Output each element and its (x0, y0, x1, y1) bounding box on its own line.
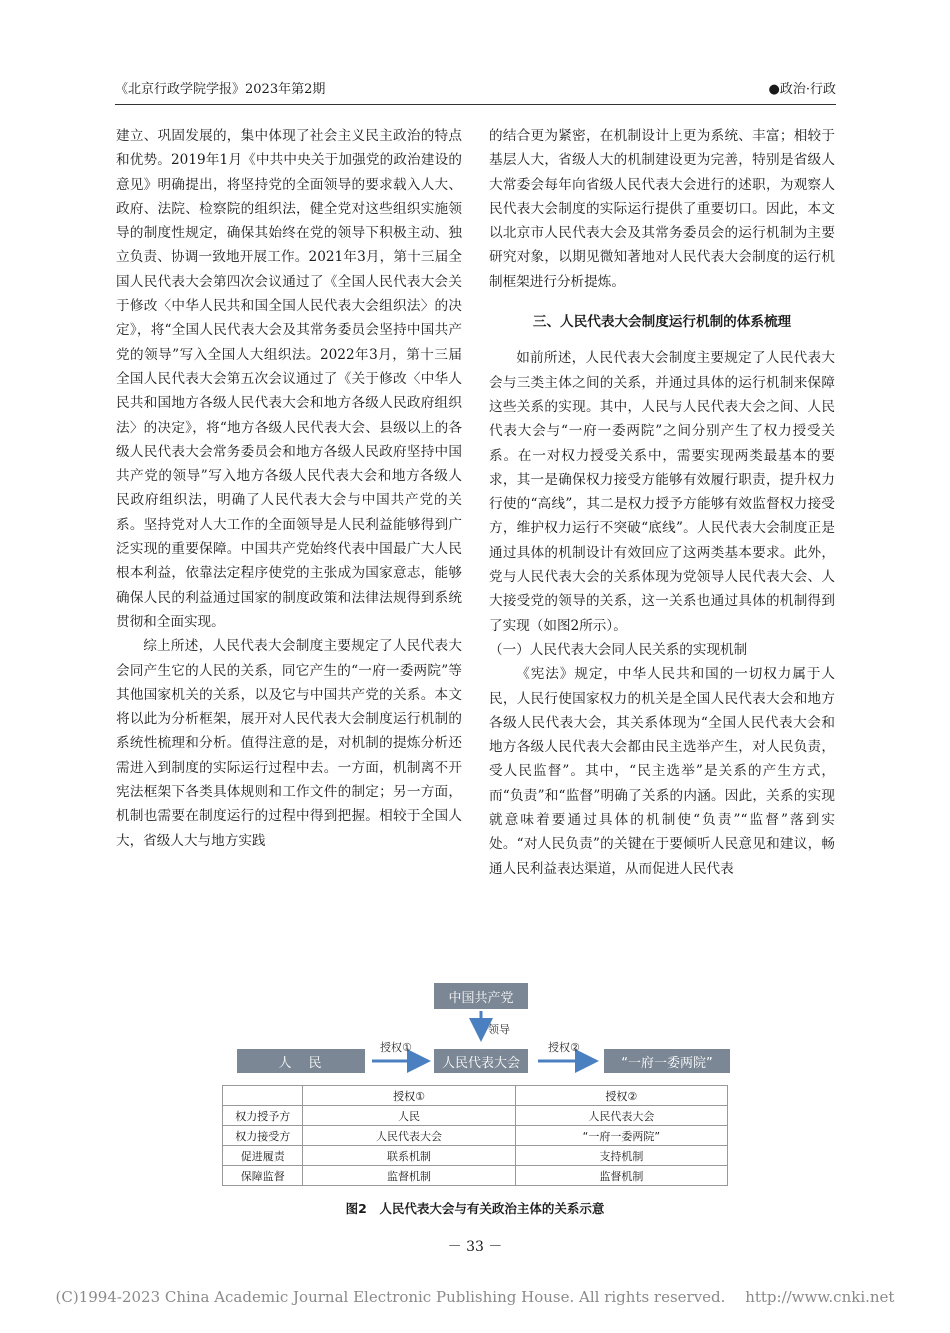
copyright-footer: (C)1994-2023 China Academic Journal Electronic Publishing House. All rights reserved. http://www.cnki.net (55, 1288, 895, 1306)
table-row (223, 1086, 728, 1106)
running-header (115, 79, 836, 101)
box-gov: “一府一委两院” (604, 1049, 730, 1073)
section-label: ●政治·行政 (768, 82, 836, 97)
col-header: 授权② (515, 1086, 727, 1106)
paragraph: 如前所述，人民代表大会制度主要规定了人民代表大会与三类主体之间的关系，并通过具体的运行机制来保障这些关系的实现。其中，人民与人民代表大会之间、人民代表大会与“一府一委两院”之间分别产生了权力授受关系。在一对权力授受关系中，需要实现两类最基本的要求，其一是确保权力接受方能够有效履行职责，提升权力行使的“高线”，其二是权力授予方能够有效监督权力接受方，维护权力运行不突破“底线”。人民代表大会制度正是通过具体的机制设计有效回应了这两类基本要求。此外，党与人民代表大会的关系体现为党领导人民代表大会、人大接受党的领导的关系，这一关系也通过具体的机制得到了实现（如图2所示）。 (489, 350, 835, 634)
table-cell: 监督机制 (303, 1166, 515, 1186)
paragraph: 的结合更为紧密，在机制设计上更为系统、丰富；相较于基层人大，省级人大的机制建设更为完善，特别是省级人大常委会每年向省级人民代表大会进行的述职，为观察人民代表大会制度的实际运行提供了重要切口。因此，本文以北京市人民代表大会及其常务委员会的运行机制为主要研究对象，以期见微知著地对人民代表大会制度的运行机制框架进行分析提炼。 (489, 128, 835, 290)
table-row (223, 1126, 728, 1146)
journal-title: 《北京行政学院学报》2023年第2期 (115, 82, 326, 97)
right-column (489, 124, 835, 881)
label-lead: 领导 (488, 1023, 510, 1036)
row-label: 促进履责 (223, 1146, 303, 1166)
paragraph: 建立、巩固发展的，集中体现了社会主义民主政治的特点和优势。2019年1月《中共中央关于加强党的政治建设的意见》明确提出，将坚持党的全面领导的要求载入人大、政府、法院、检察院的组织法，健全党对这些组织实施领导的制度性规定，确保其始终在党的领导下积极主动、独立负责、协调一致地开展工作。2021年3月，第十三届全国人民代表大会第四次会议通过了《全国人民代表大会关于修改〈中华人民共和国全国人民代表大会组织法〉的决定》，将“全国人民代表大会及其常务委员会坚持中国共产党的领导”写入全国人大组织法。2022年3月，第十三届全国人民代表大会第五次会议通过了《关于修改〈中华人民共和国地方各级人民代表大会和地方各级人民政府组织法〉的决定》，将“地方各级人民代表大会、县级以上的各级人民代表大会常务委员会和地方各级人民政府坚持中国共产党的领导”写入地方各级人民代表大会和地方各级人民政府组织法，明确了人民代表大会与中国共产党的关系。坚持党对人大工作的全面领导是人民利益能够得到广泛实现的重要保障。中国共产党始终代表中国最广大人民根本利益，依靠法定程序使党的主张成为国家意志，能够确保人民的利益通过国家的制度政策和法律法规得到系统贯彻和全面实现。 (116, 128, 462, 630)
figure-2 (200, 975, 750, 1195)
table-row (223, 1146, 728, 1166)
table-row (223, 1166, 728, 1186)
table-cell: 人民代表大会 (303, 1126, 515, 1146)
figure-caption: 图2 人民代表大会与有关政治主体的关系示意 (345, 1201, 605, 1216)
header-rule (115, 104, 836, 105)
label-auth1: 授权① (380, 1041, 412, 1054)
paragraph: 《宪法》规定，中华人民共和国的一切权力属于人民，人民行使国家权力的机关是全国人民代表大会和地方各级人民代表大会，其关系体现为“全国人民代表大会和地方各级人民代表大会都由民主选举产生，对人民负责，受人民监督”。其中，“民主选举”是关系的产生方式，而“负责”和“监督”明确了关系的内涵。因此，关系的实现就意味着要通过具体的机制使“负责”“监督”落到实处。“对人民负责”的关键在于要倾听人民意见和建议，畅通人民利益表达渠道，从而促进人民代表 (489, 666, 835, 877)
table-cell: 支持机制 (515, 1146, 727, 1166)
paragraph: 综上所述，人民代表大会制度主要规定了人民代表大会同产生它的人民的关系，同它产生的“一府一委两院”等其他国家机关的关系，以及它与中国共产党的关系。本文将以此为分析框架，展开对人民代表大会制度运行机制的系统性梳理和分析。值得注意的是，对机制的提炼分析还需进入到制度的实际运行过程中去。一方面，机制离不开宪法框架下各类具体规则和工作文件的制定；另一方面，机制也需要在制度运行的过程中得到把握。相较于全国人大，省级人大与地方实践 (116, 638, 462, 849)
relation-table (222, 1085, 728, 1186)
section-heading: 三、人民代表大会制度运行机制的体系梳理 (532, 314, 792, 331)
table-cell: “一府一委两院” (515, 1126, 727, 1146)
box-party: 中国共产党 (434, 983, 528, 1009)
table-row (223, 1106, 728, 1126)
row-label: 权力授予方 (223, 1106, 303, 1126)
box-npc: 人民代表大会 (434, 1049, 528, 1073)
row-label: 保障监督 (223, 1166, 303, 1186)
table-cell: 监督机制 (515, 1166, 727, 1186)
col-header: 授权① (303, 1086, 515, 1106)
table-cell: 联系机制 (303, 1146, 515, 1166)
row-label: 权力接受方 (223, 1126, 303, 1146)
left-column (116, 124, 462, 853)
subsection-heading: （一）人民代表大会同人民关系的实现机制 (489, 641, 748, 658)
table-cell: 人民 (303, 1106, 515, 1126)
label-auth2: 授权② (548, 1041, 580, 1054)
box-people: 人 民 (237, 1049, 365, 1073)
page-number: － 33 － (447, 1239, 503, 1255)
table-cell: 人民代表大会 (515, 1106, 727, 1126)
